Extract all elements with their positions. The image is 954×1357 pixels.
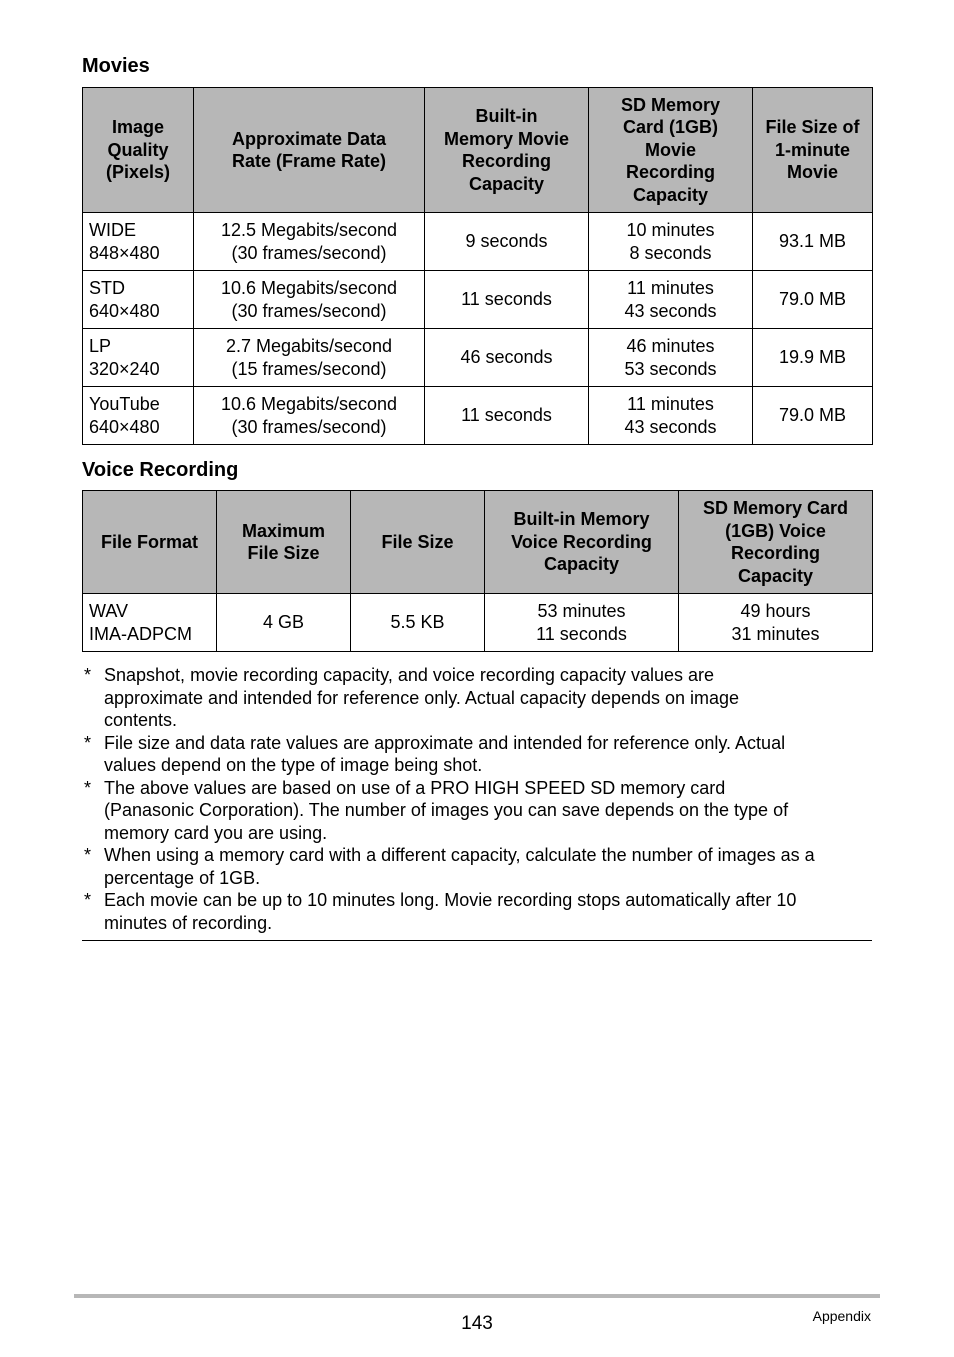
asterisk-mark: * bbox=[84, 890, 92, 910]
movies-header-rate: Approximate Data Rate (Frame Rate) bbox=[194, 88, 425, 213]
rate-cell: 10.6 Megabits/second (30 frames/second) bbox=[194, 387, 425, 445]
builtin-cell: 11 seconds bbox=[425, 387, 589, 445]
voice-table bbox=[82, 490, 873, 652]
quality-cell: WIDE 848×480 bbox=[83, 213, 194, 271]
voice-header-row bbox=[83, 491, 873, 594]
voice-header-format: File Format bbox=[83, 491, 217, 594]
list-item: * The above values are based on use of a PRO HIGH SPEED SD memory card (Panasonic Corporation). The number of images you can save depends on the type of memory card you are using. bbox=[84, 777, 789, 843]
builtin-cell: 53 minutes 11 seconds bbox=[485, 594, 679, 652]
builtin-cell: 46 seconds bbox=[425, 329, 589, 387]
size-cell: 79.0 MB bbox=[753, 271, 873, 329]
voice-header-size: File Size bbox=[351, 491, 485, 594]
list-item: * Snapshot, movie recording capacity, and voice recording capacity values are approximate and intended for reference only. Actual capacity depends on image contents. bbox=[84, 665, 740, 730]
size-cell: 19.9 MB bbox=[753, 329, 873, 387]
movies-header-filesize: File Size of 1-minute Movie bbox=[753, 88, 873, 213]
page-number: 143 bbox=[461, 1313, 493, 1334]
builtin-cell: 11 seconds bbox=[425, 271, 589, 329]
format-cell: WAV IMA-ADPCM bbox=[83, 594, 217, 652]
file-size-cell: 5.5 KB bbox=[351, 594, 485, 652]
sd-cell: 46 minutes 53 seconds bbox=[589, 329, 753, 387]
rate-cell: 12.5 Megabits/second (30 frames/second) bbox=[194, 213, 425, 271]
max-size-cell: 4 GB bbox=[217, 594, 351, 652]
quality-cell: STD 640×480 bbox=[83, 271, 194, 329]
asterisk-mark: * bbox=[84, 845, 92, 865]
sd-cell: 10 minutes 8 seconds bbox=[589, 213, 753, 271]
rate-cell: 10.6 Megabits/second (30 frames/second) bbox=[194, 271, 425, 329]
rate-cell: 2.7 Megabits/second (15 frames/second) bbox=[194, 329, 425, 387]
movies-header-row bbox=[83, 88, 873, 213]
movies-table bbox=[82, 87, 873, 445]
list-item: * When using a memory card with a different capacity, calculate the number of images as a percentage of 1GB. bbox=[84, 845, 815, 888]
voice-header-builtin: Built-in Memory Voice Recording Capacity bbox=[485, 491, 679, 594]
voice-recording-title: Voice Recording bbox=[82, 459, 239, 481]
voice-header-max: Maximum File Size bbox=[217, 491, 351, 594]
list-item: * File size and data rate values are approximate and intended for reference only. Actual values depend on the type of image being shot. bbox=[84, 732, 786, 775]
sd-cell: 11 minutes 43 seconds bbox=[589, 387, 753, 445]
notes-divider bbox=[82, 940, 872, 941]
sd-cell: 11 minutes 43 seconds bbox=[589, 271, 753, 329]
notes-list bbox=[82, 664, 872, 934]
table-row bbox=[83, 594, 873, 652]
builtin-cell: 9 seconds bbox=[425, 213, 589, 271]
voice-header-sd: SD Memory Card (1GB) Voice Recording Capacity bbox=[679, 491, 873, 594]
footer-section-label: Appendix bbox=[812, 1308, 871, 1324]
quality-cell: LP 320×240 bbox=[83, 329, 194, 387]
movies-header-sd: SD Memory Card (1GB) Movie Recording Capacity bbox=[589, 88, 753, 213]
movies-title: Movies bbox=[82, 55, 150, 77]
footer-divider bbox=[74, 1294, 880, 1298]
asterisk-mark: * bbox=[84, 732, 92, 753]
asterisk-mark: * bbox=[84, 665, 92, 685]
size-cell: 79.0 MB bbox=[753, 387, 873, 445]
size-cell: 93.1 MB bbox=[753, 213, 873, 271]
quality-cell: YouTube 640×480 bbox=[83, 387, 194, 445]
table-row bbox=[83, 329, 873, 387]
movies-header-quality: Image Quality (Pixels) bbox=[83, 88, 194, 213]
table-row bbox=[83, 387, 873, 445]
asterisk-mark: * bbox=[84, 777, 92, 798]
list-item: * Each movie can be up to 10 minutes long. Movie recording stops automatically after 10 minutes of recording. bbox=[84, 890, 797, 933]
movies-header-builtin: Built-in Memory Movie Recording Capacity bbox=[425, 88, 589, 213]
table-row bbox=[83, 271, 873, 329]
table-row bbox=[83, 213, 873, 271]
sd-cell: 49 hours 31 minutes bbox=[679, 594, 873, 652]
